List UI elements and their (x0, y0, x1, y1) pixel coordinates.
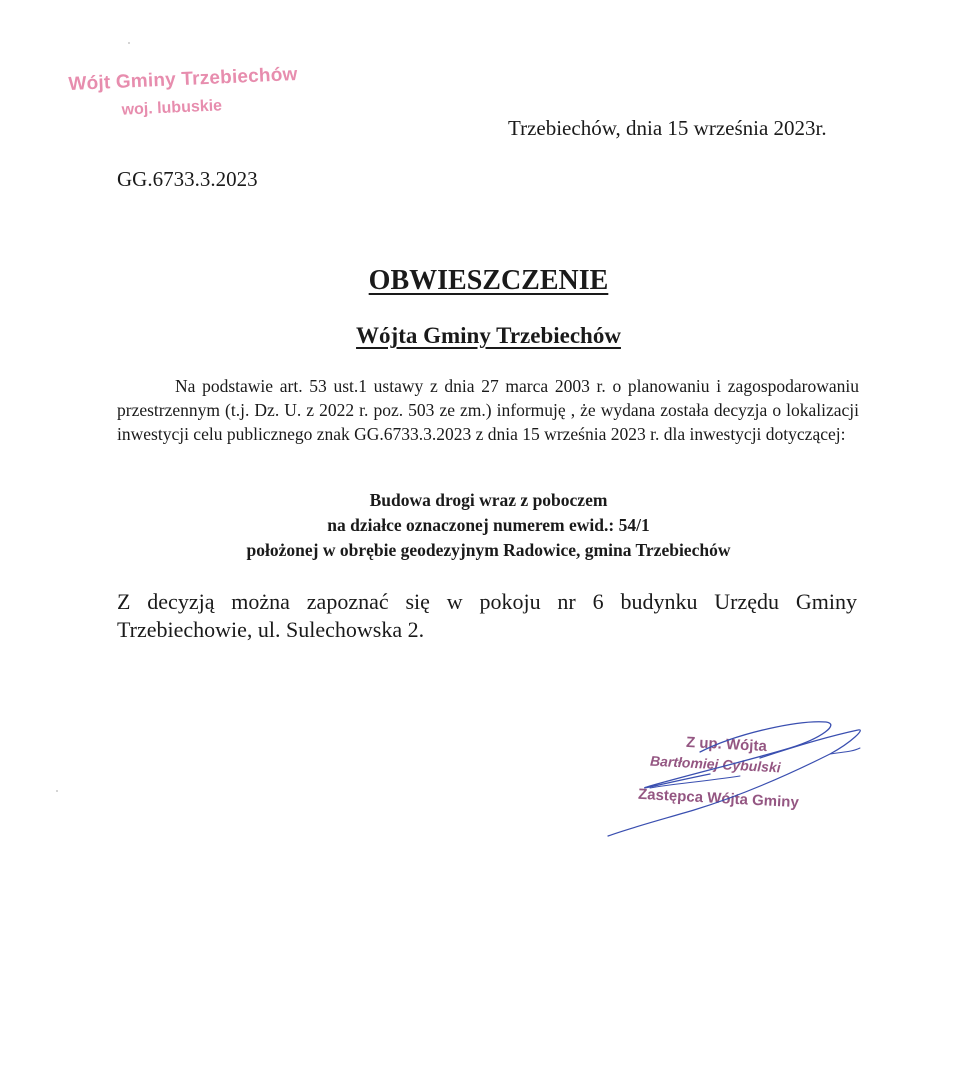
signature-block (590, 712, 880, 852)
document-subtitle: Wójta Gminy Trzebiechów (356, 323, 621, 348)
document-title: OBWIESZCZENIE (368, 265, 609, 296)
investment-line-3: położonej w obrębie geodezyjnym Radowice, gmina Trzebiechów (246, 540, 731, 560)
inspection-info-paragraph: Z decyzją można zapoznać się w pokoju nr 6 budynku Urzędu Gminy Trzebiechowie, ul. Sulechowska 2. (117, 589, 857, 642)
place-and-date: Trzebiechów, dnia 15 września 2023r. (508, 116, 827, 140)
signature-stamp-name: Bartłomiej Cybulski (649, 752, 782, 776)
investment-description (0, 488, 977, 563)
handwritten-signature-icon (590, 712, 880, 852)
signature-stamp-position: Zastępca Wójta Gminy (637, 785, 800, 812)
investment-line-2: na działce oznaczonej numerem ewid.: 54/1 (327, 515, 650, 535)
signature-stamp-authority: Z up. Wójta (685, 733, 768, 756)
case-number: GG.6733.3.2023 (117, 167, 258, 191)
legal-basis-paragraph: Na podstawie art. 53 ust.1 ustawy z dnia 27 marca 2003 r. o planowaniu i zagospodarowaniu przestrzennym (t.j. Dz. U. z 2022 r. poz. 503 ze zm.) informuję , że wydana została decyzja o lokalizacji inwestycji celu publicznego znak GG.6733.3.2023 z dnia 15 września 2023 r. dla inwestycji dotyczącej: (117, 376, 859, 444)
scan-speck (56, 790, 58, 792)
office-stamp (68, 64, 300, 134)
scan-speck (128, 42, 130, 44)
stamp-voivodeship: woj. lubuskie (121, 97, 223, 119)
stamp-office-name: Wójt Gminy Trzebiechów (68, 63, 298, 95)
investment-line-1: Budowa drogi wraz z poboczem (369, 490, 608, 510)
